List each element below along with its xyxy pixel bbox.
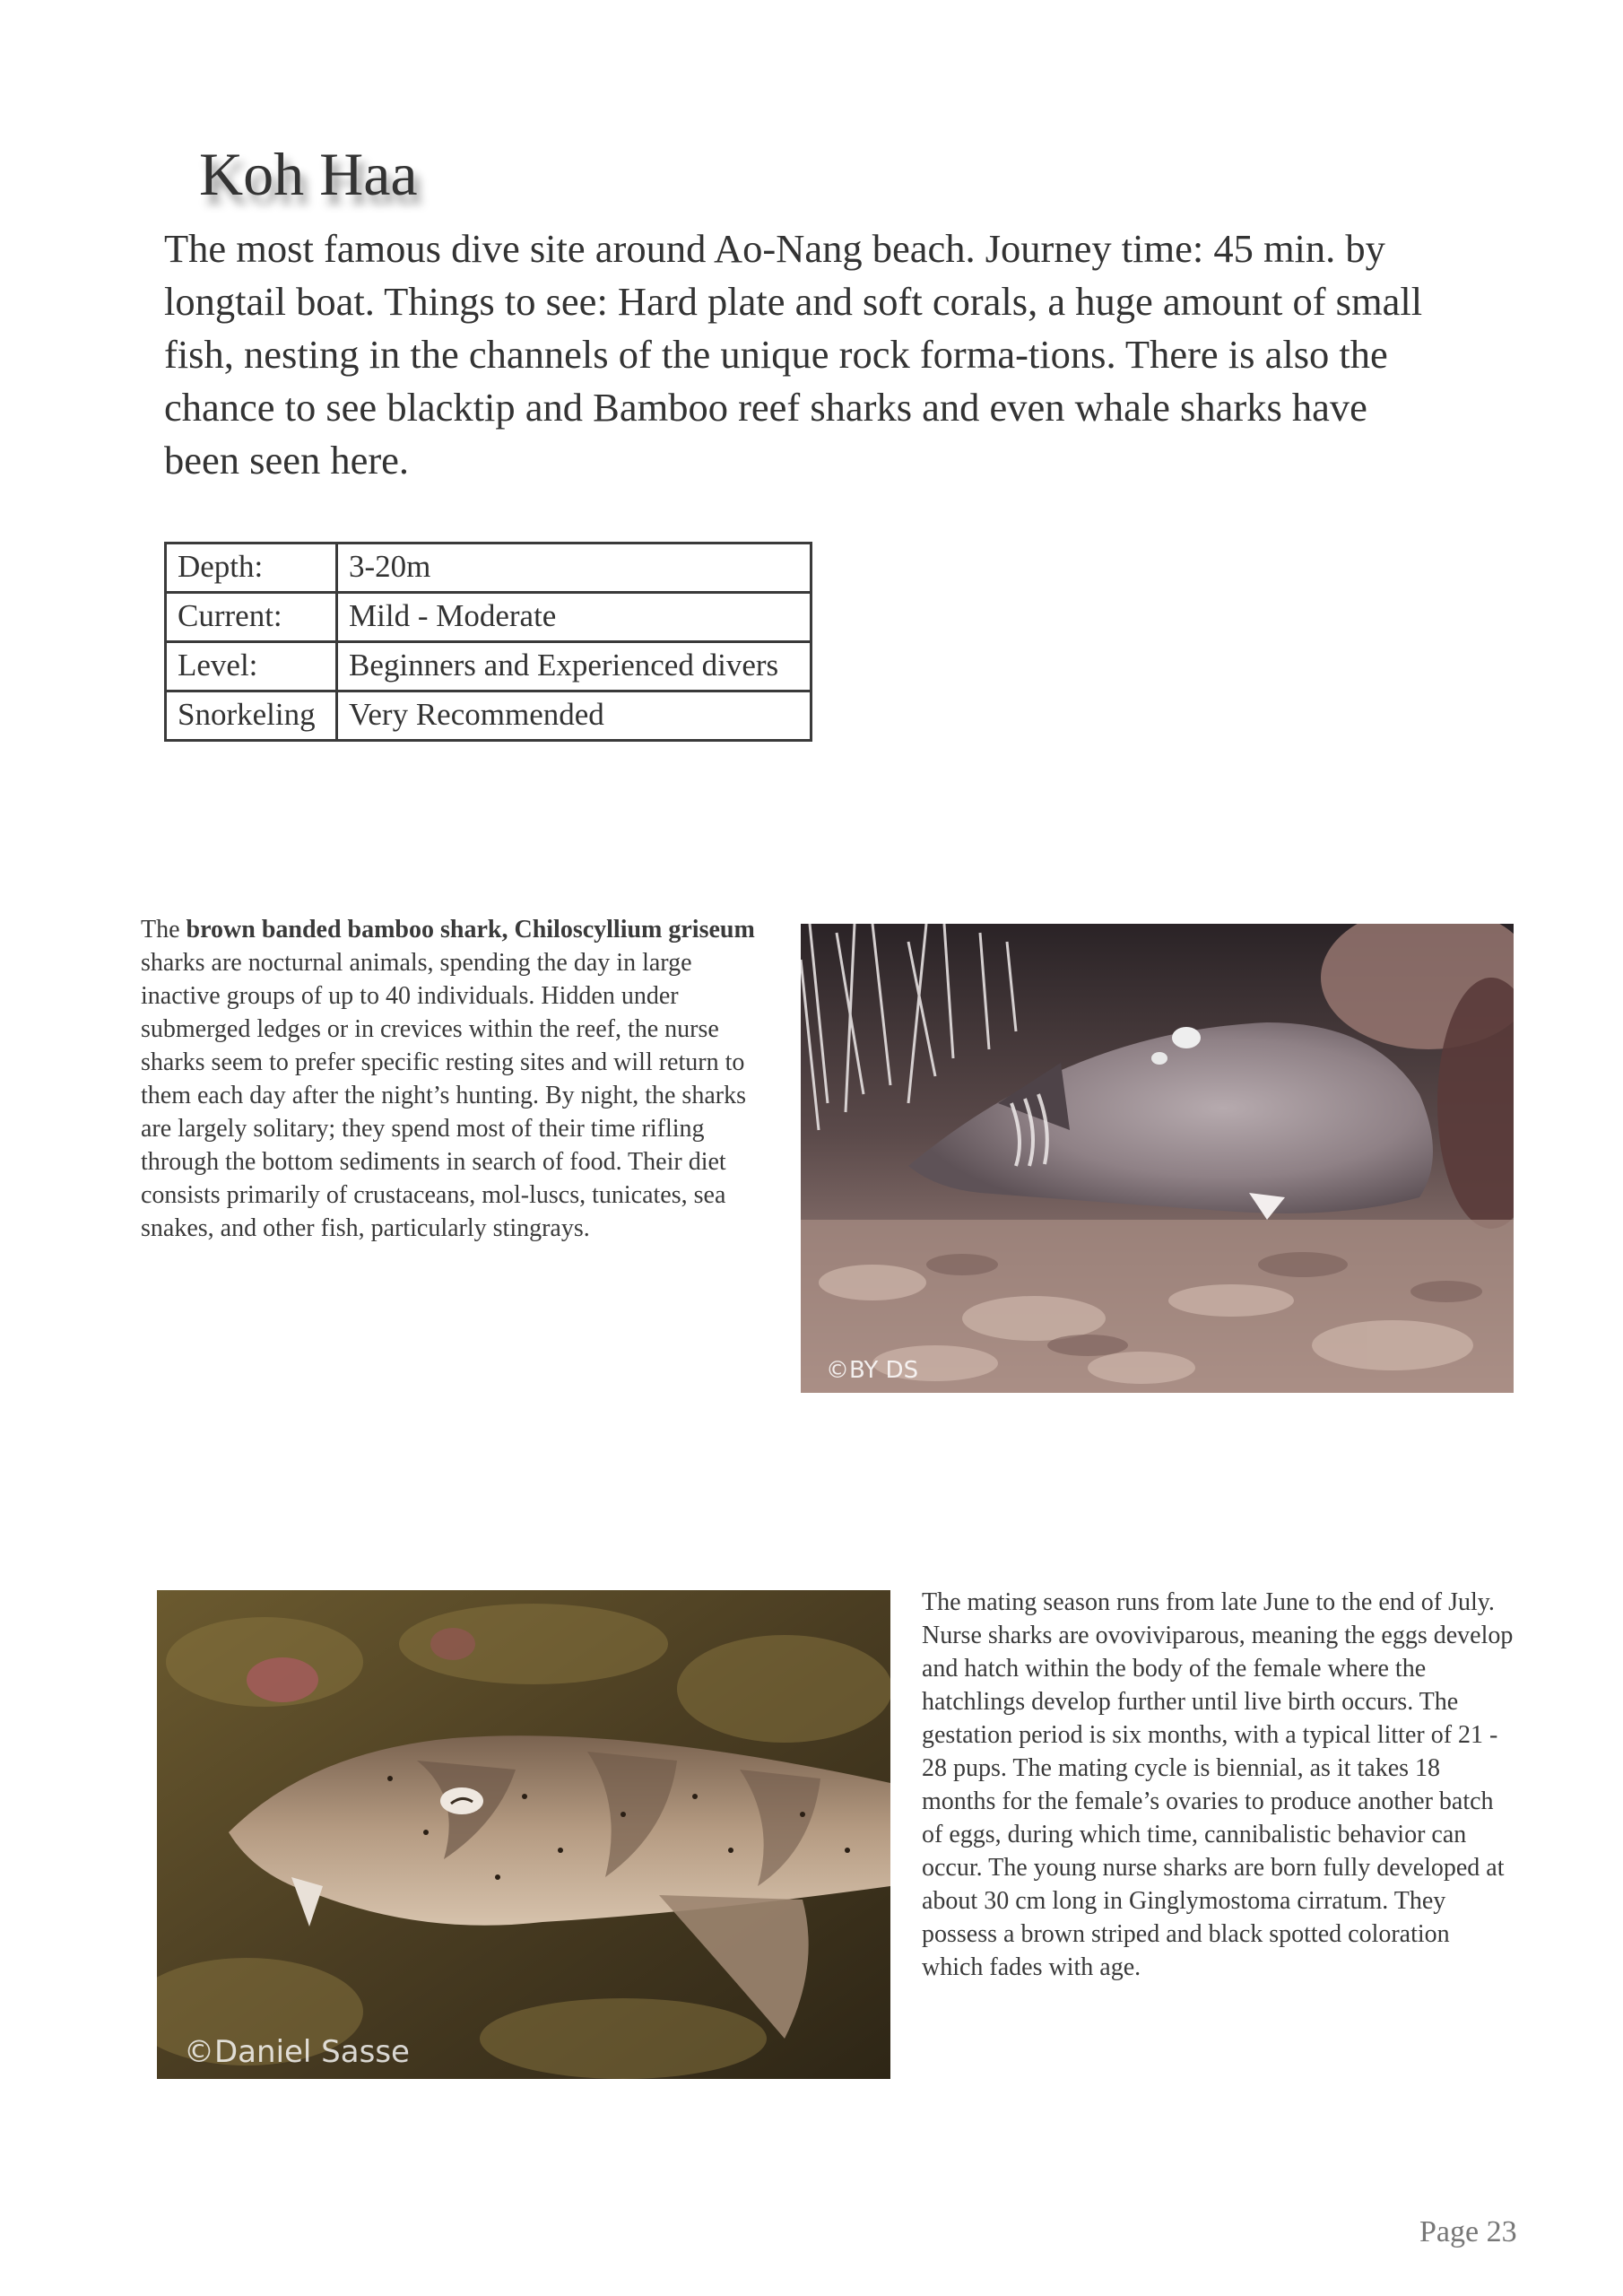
- paragraph-prefix: The: [141, 916, 187, 944]
- spec-value: Mild - Moderate: [337, 593, 812, 642]
- table-row: [166, 691, 812, 741]
- page-title: Koh Haa: [199, 140, 418, 208]
- spec-label: Level:: [166, 642, 337, 691]
- mating-season-paragraph: The mating season runs from late June to the end of July. Nurse sharks are ovoviviparous, meaning the eggs develop and hatch within the body of the female where the hatchlings develop further until live birth occurs. The gestation period is six months, with a typical litter of 21 - 28 pups. The mating cycle is biennial, as it takes 18 months for the female’s ovaries to produce another batch of eggs, during which time, cannibalistic behavior can occur. The young nurse sharks are born fully developed at about 30 cm long in Ginglymostoma cirratum. They possess a brown striped and black spotted coloration which fades with age.: [922, 1588, 1514, 1981]
- photo-credit: ©Daniel Sasse: [184, 2034, 410, 2070]
- photo-credit: ©BY DS: [826, 1357, 919, 1384]
- intro-paragraph: The most famous dive site around Ao-Nang beach. Journey time: 45 min. by longtail boat. Things to see: Hard plate and soft corals, a huge amount of small fish, nesting in the channels of the unique rock forma-tions. There is also the chance to see blacktip and Bamboo reef sharks and even whale sharks have been seen here.: [164, 226, 1423, 483]
- bamboo-shark-photo: [801, 924, 1514, 1393]
- spec-label: Current:: [166, 593, 337, 642]
- page-number: Page 23: [1419, 2215, 1517, 2248]
- spec-value: Very Recommended: [337, 691, 812, 741]
- bamboo-shark-paragraph: [141, 913, 777, 1245]
- species-name: brown banded bamboo shark, Chiloscyllium griseum: [186, 916, 755, 944]
- juvenile-shark-photo: [157, 1590, 890, 2079]
- spec-label: Depth:: [166, 544, 337, 593]
- table-row: [166, 593, 812, 642]
- table-row: [166, 544, 812, 593]
- table-row: [166, 642, 812, 691]
- spec-label: Snorkeling: [166, 691, 337, 741]
- paragraph-body: sharks are nocturnal animals, spending the day in large inactive groups of up to 40 individuals. Hidden under submerged ledges or in crevices within the reef, the nurse sharks seem to prefer specific resting sites and will return to them each day after the night’s hunting. By night, the sharks are largely solitary; they spend most of their time rifling through the bottom sediments in search of food. Their diet consists primarily of crustaceans, mol-luscs, tunicates, sea snakes, and other fish, particularly stingrays.: [141, 949, 746, 1242]
- spec-value: Beginners and Experienced divers: [337, 642, 812, 691]
- dive-specs-table: [164, 542, 812, 742]
- spec-value: 3-20m: [337, 544, 812, 593]
